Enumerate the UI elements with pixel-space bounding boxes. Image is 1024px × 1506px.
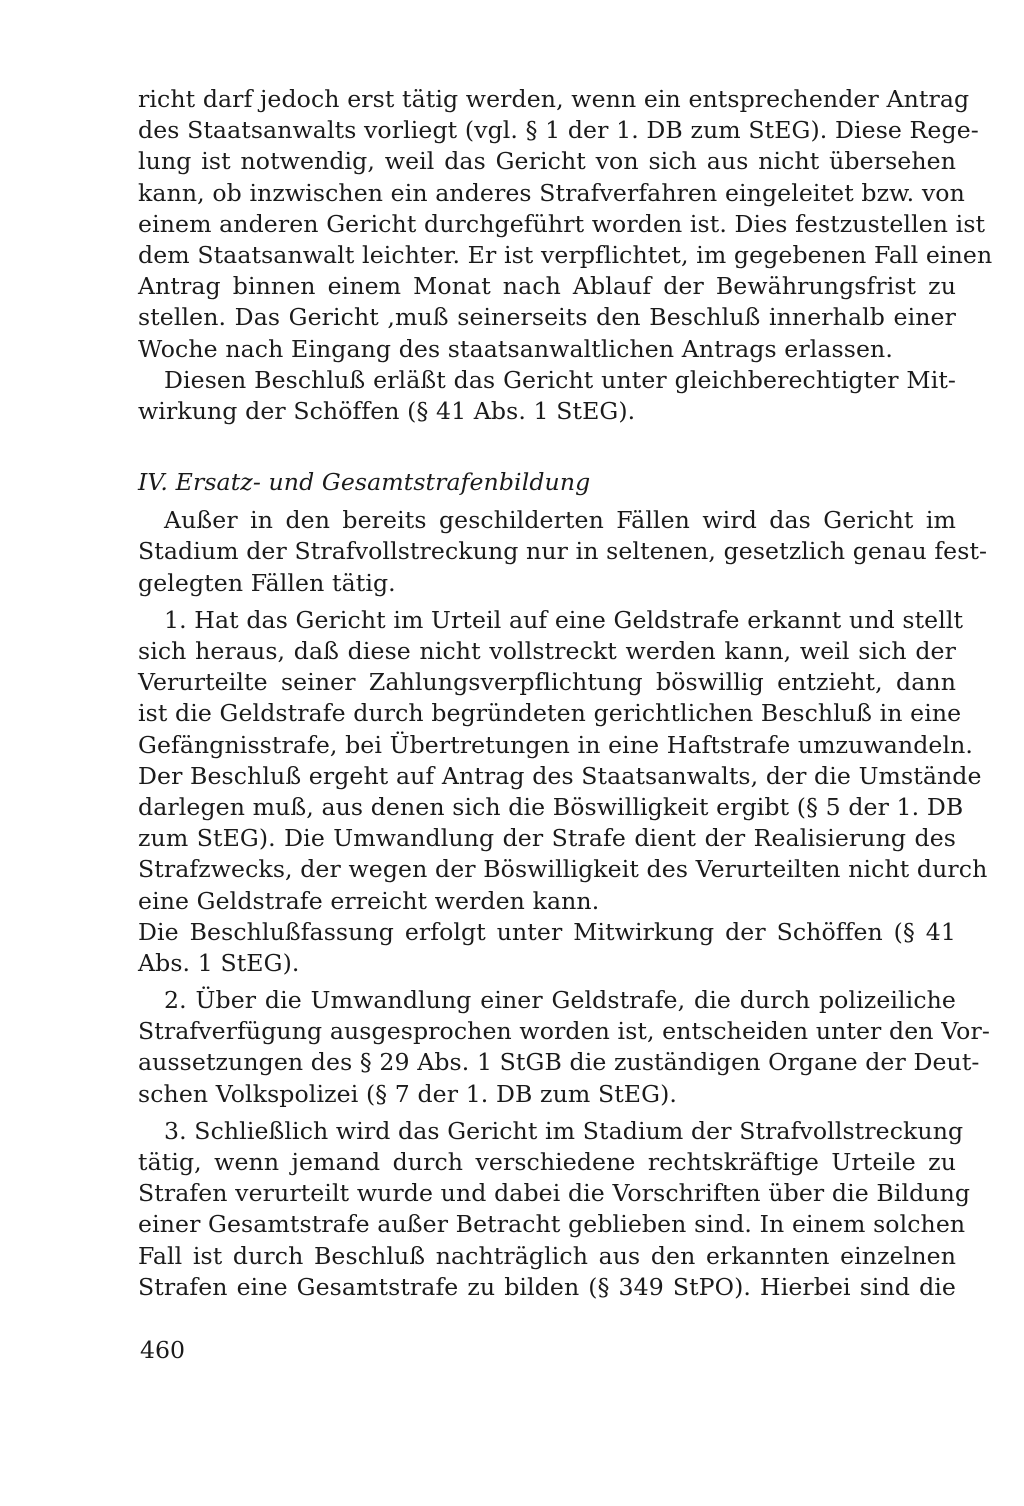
text-line: Außer in den bereits geschilderten Fällen wird das Gericht im xyxy=(164,506,956,535)
text-line: Verurteilte seiner Zahlungsverpflichtung böswillig entzieht, dann xyxy=(138,668,956,697)
text-line: aussetzungen des § 29 Abs. 1 StGB die zuständigen Organe der Deut- xyxy=(138,1048,980,1077)
text-line: Strafzwecks, der wegen der Böswilligkeit des Verurteilten nicht durch xyxy=(138,855,988,884)
text-line: schen Volkspolizei (§ 7 der 1. DB zum StEG). xyxy=(138,1079,677,1108)
text-line: Woche nach Eingang des staatsanwaltlichen Antrags erlassen. xyxy=(138,334,893,363)
text-line: des Staatsanwalts vorliegt (vgl. § 1 der 1. DB zum StEG). Diese Rege- xyxy=(138,116,979,145)
text-line: 3. Schließlich wird das Gericht im Stadium der Strafvollstreckung xyxy=(164,1116,964,1145)
text-line: tätig, wenn jemand durch verschiedene rechtskräftige Urteile zu xyxy=(138,1148,956,1176)
page-body xyxy=(138,84,993,1303)
paragraph-7 xyxy=(138,1116,971,1303)
paragraph-1 xyxy=(138,84,993,365)
text-line: Diesen Beschluß erläßt das Gericht unter gleichberechtigter Mit- xyxy=(164,365,956,394)
text-line: richt darf jedoch erst tätig werden, wenn ein entsprechender Antrag xyxy=(138,85,970,113)
text-line: Abs. 1 StEG). xyxy=(138,948,300,977)
text-line: 2. Über die Umwandlung einer Geldstrafe, die durch polizeiliche xyxy=(164,986,956,1015)
text-line: ist die Geldstrafe durch begründeten gerichtlichen Beschluß in eine xyxy=(138,699,962,728)
text-line: stellen. Das Gericht ,muß seinerseits den Beschluß innerhalb einer xyxy=(138,303,956,332)
text-line: Strafverfügung ausgesprochen worden ist, entscheiden unter den Vor- xyxy=(138,1017,990,1046)
text-line: Stadium der Strafvollstreckung nur in seltenen, gesetzlich genau fest- xyxy=(138,537,988,566)
text-line: Gefängnisstrafe, bei Übertretungen in eine Haftstrafe umzuwandeln. xyxy=(138,730,974,759)
text-line: zum StEG). Die Umwandlung der Strafe dient der Realisierung des xyxy=(138,824,956,853)
text-line: eine Geldstrafe erreicht werden kann. xyxy=(138,886,600,915)
paragraph-2 xyxy=(138,365,956,427)
text-line: darlegen muß, aus denen sich die Böswilligkeit ergibt (§ 5 der 1. DB xyxy=(138,792,964,821)
text-line: Die Beschlußfassung erfolgt unter Mitwirkung der Schöffen (§ 41 xyxy=(138,917,956,946)
paragraph-3 xyxy=(138,505,988,599)
text-line: gelegten Fällen tätig. xyxy=(138,568,396,597)
text-line: dem Staatsanwalt leichter. Er ist verpflichtet, im gegebenen Fall einen xyxy=(138,240,993,269)
paragraph-5 xyxy=(138,917,956,979)
text-line: wirkung der Schöffen (§ 41 Abs. 1 StEG). xyxy=(138,396,636,425)
paragraph-6 xyxy=(138,985,990,1110)
text-line: einem anderen Gericht durchgeführt worden ist. Dies festzustellen ist xyxy=(138,209,986,238)
text-line: Strafen verurteilt wurde und dabei die Vorschriften über die Bildung xyxy=(138,1179,971,1208)
text-line: Strafen eine Gesamtstrafe zu bilden (§ 349 StPO). Hierbei sind die xyxy=(138,1272,956,1301)
text-line: 1. Hat das Gericht im Urteil auf eine Geldstrafe erkannt und stellt xyxy=(164,605,964,634)
text-line: Fall ist durch Beschluß nachträglich aus den erkannten einzelnen xyxy=(138,1241,956,1270)
section-heading: IV. Ersatz- und Gesamtstrafenbildung xyxy=(138,468,591,497)
paragraph-4 xyxy=(138,605,988,917)
page-number: 460 xyxy=(140,1336,186,1364)
text-line: einer Gesamtstrafe außer Betracht geblieben sind. In einem solchen xyxy=(138,1210,966,1239)
text-line: sich heraus, daß diese nicht vollstreckt werden kann, weil sich der xyxy=(138,637,956,665)
text-line: Der Beschluß ergeht auf Antrag des Staatsanwalts, der die Umstände xyxy=(138,761,982,790)
text-line: Antrag binnen einem Monat nach Ablauf der Bewährungsfrist zu xyxy=(138,272,956,301)
text-line: lung ist notwendig, weil das Gericht von sich aus nicht übersehen xyxy=(138,147,956,176)
text-line: kann, ob inzwischen ein anderes Strafverfahren eingeleitet bzw. von xyxy=(138,178,965,207)
